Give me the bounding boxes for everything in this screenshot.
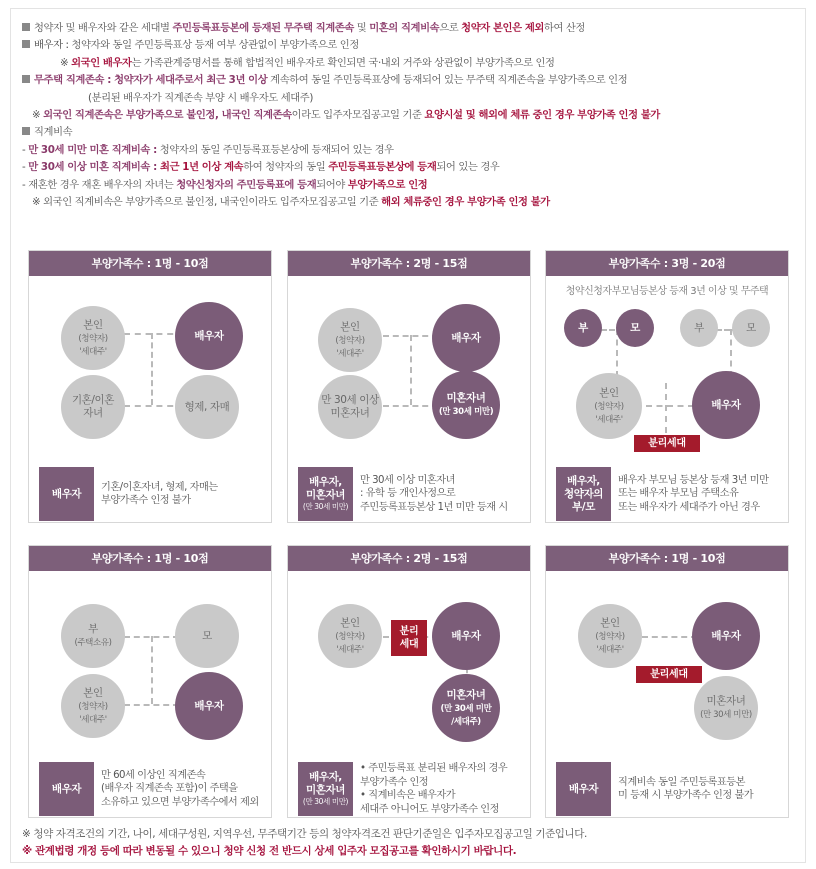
card-title: 부양가족수 : 1명 - 10점: [29, 546, 271, 571]
note-line-1: 청약자 및 배우자와 같은 세대별 주민등록표등본에 등재된 무주택 직계존속 및 미혼의 직계비속으로 청약자 본인은 제외하여 산정: [22, 20, 802, 37]
connector-line: [151, 333, 153, 405]
card-footer: [39, 467, 261, 521]
note-line-9: - 만 30세 이상 미혼 직계비속 : 최근 1년 이상 계속하여 청약자의 동일 주민등록표등본상에 등재되어 있는 경우: [22, 161, 500, 174]
card-description: 만 60세 이상인 직계존속 (배우자 직계존속 포함)이 주택을 소유하고 있으면 부양가족수에서 제외: [101, 769, 259, 808]
mother-node: 모: [616, 309, 654, 347]
counted-tag: 배우자: [556, 762, 611, 816]
note-line-6: ※ 외국인 직계존속은 부양가족으로 불인정, 내국인 직계존속이라도 입주자모집공고일 기준 요양시설 및 해외에 체류 중인 경우 부양가족 인정 불가: [32, 108, 660, 121]
self-node: 본인 (청약자) '세대주': [318, 308, 382, 372]
card-footer: [556, 467, 778, 521]
bullet-square-icon: [22, 23, 30, 31]
counted-tag: 배우자, 미혼자녀 (만 30세 미만): [298, 762, 353, 816]
card-title: 부양가족수 : 3명 - 20점: [546, 251, 788, 276]
father-node: 부 (주택소유): [61, 604, 125, 668]
adult-child-node: 만 30세 이상 미혼자녀: [318, 375, 382, 439]
spouse-node: 배우자: [175, 302, 243, 370]
card-description: 만 30세 이상 미혼자녀 : 유학 등 개인사정으로 주민등록표등본상 1년 미만 등재 시: [360, 474, 508, 513]
connector-line: [730, 329, 732, 377]
self-node: 본인 (청약자) '세대주': [61, 306, 125, 370]
card-6: [545, 545, 789, 818]
bottom-notes: [22, 826, 802, 860]
mother-node: 모: [175, 604, 239, 668]
note-line-5: (분리된 배우자가 직계존속 부양 시 배우자도 세대주): [88, 91, 313, 104]
card-4: [28, 545, 272, 818]
card-footer: [298, 467, 520, 521]
connector-line: [124, 704, 179, 706]
card-title: 부양가족수 : 1명 - 10점: [546, 546, 788, 571]
married-child-node: 기혼/이혼 자녀: [61, 375, 125, 439]
card-subtitle: 청약신청자부모님등본상 등재 3년 이상 및 무주택: [565, 286, 769, 297]
note-line-7: 직계비속: [22, 124, 802, 141]
spouse-node: 배우자: [692, 602, 760, 670]
card-title: 부양가족수 : 2명 - 15점: [288, 251, 530, 276]
self-node: 본인 (청약자) '세대주': [576, 373, 642, 439]
father-node: 부: [564, 309, 602, 347]
card-description: 기혼/이혼자녀, 형제, 자매는 부양가족수 인정 불가: [101, 481, 218, 506]
separate-household-badge: 분리 세대: [391, 620, 427, 656]
card-1: [28, 250, 272, 523]
self-node: 본인 (청약자) '세대주': [578, 604, 642, 668]
bullet-square-icon: [22, 127, 30, 135]
card-description: 직계비속 동일 주민등록표등본 미 등재 시 부양가족수 인정 불가: [618, 776, 754, 801]
card-description: 배우자 부모님 등본상 등재 3년 미만 또는 배우자 부모님 주택소유 또는 배우자가 세대주가 아닌 경우: [618, 474, 769, 513]
note-line-2: 배우자 : 청약자와 동일 주민등록표상 등재 여부 상관없이 부양가족으로 인정: [22, 37, 802, 54]
counted-tag: 배우자: [39, 467, 94, 521]
card-title: 부양가족수 : 2명 - 15점: [288, 546, 530, 571]
spouse-mother-node: 모: [732, 309, 770, 347]
connector-line: [151, 636, 153, 704]
card-footer: [556, 762, 778, 816]
note-line-8: - 만 30세 미만 미혼 직계비속 : 청약자의 동일 주민등록표등본상에 등재되어 있는 경우: [22, 143, 394, 156]
child-node: 미혼자녀 (만 30세 미만): [432, 371, 500, 439]
sibling-node: 형제, 자매: [175, 375, 239, 439]
connector-line: [383, 405, 438, 407]
connector-line: [410, 335, 412, 405]
card-description: • 주민등록표 분리된 배우자의 경우 부양가족수 인정 • 직계비속은 배우자가 세대주 아니어도 부양가족수 인정: [360, 763, 508, 815]
self-node: 본인 (청약자) '세대주': [318, 604, 382, 668]
card-3: [545, 250, 789, 523]
note-line-4: 무주택 직계존속 : 청약자가 세대주로서 최근 3년 이상 계속하여 동일 주민등록표상에 등재되어 있는 무주택 직계존속을 부양가족으로 인정: [22, 72, 802, 89]
note-line-3: ※ 외국인 배우자는 가족관계증명서를 통해 합법적인 배우자로 확인되면 국·내외 거주와 상관없이 부양가족으로 인정: [60, 56, 555, 69]
card-5: [287, 545, 531, 818]
connector-line: [665, 383, 667, 433]
child-node: 미혼자녀 (만 30세 미만 /세대주): [432, 674, 500, 742]
notes-block: [22, 20, 802, 211]
note-line-10: - 재혼한 경우 재혼 배우자의 자녀는 청약신청자의 주민등록표에 등재되어야 부양가족으로 인정: [22, 178, 428, 191]
card-title: 부양가족수 : 1명 - 10점: [29, 251, 271, 276]
connector-line: [642, 636, 697, 638]
spouse-node: 배우자: [175, 672, 243, 740]
card-footer: [298, 762, 520, 816]
child-node: 미혼자녀 (만 30세 미만): [694, 676, 758, 740]
counted-tag: 배우자: [39, 762, 94, 816]
separate-household-badge: 분리세대: [634, 435, 700, 452]
bottom-note-2: ※ 관계법령 개정 등에 따라 변동될 수 있으니 청약 신청 전 반드시 상세 입주자 모집공고를 확인하시기 바랍니다.: [22, 845, 517, 857]
spouse-father-node: 부: [680, 309, 718, 347]
spouse-node: 배우자: [692, 371, 760, 439]
counted-tag: 배우자, 미혼자녀 (만 30세 미만): [298, 467, 353, 521]
card-footer: [39, 762, 261, 816]
card-2: [287, 250, 531, 523]
spouse-node: 배우자: [432, 304, 500, 372]
counted-tag: 배우자, 청약자의 부/모: [556, 467, 611, 521]
connector-line: [646, 405, 694, 407]
separate-household-badge: 분리세대: [636, 666, 702, 683]
note-line-11: ※ 외국인 직계비속은 부양가족으로 불인정, 내국인이라도 입주자모집공고일 기준 해외 체류중인 경우 부양가족 인정 불가: [32, 195, 550, 208]
bullet-square-icon: [22, 40, 30, 48]
self-node: 본인 (청약자) '세대주': [61, 674, 125, 738]
spouse-node: 배우자: [432, 602, 500, 670]
bullet-square-icon: [22, 75, 30, 83]
bottom-note-1: ※ 청약 자격조건의 기간, 나이, 세대구성원, 지역우선, 무주택기간 등의 청약자격조건 판단기준일은 입주자모집공고일 기준입니다.: [22, 828, 587, 840]
